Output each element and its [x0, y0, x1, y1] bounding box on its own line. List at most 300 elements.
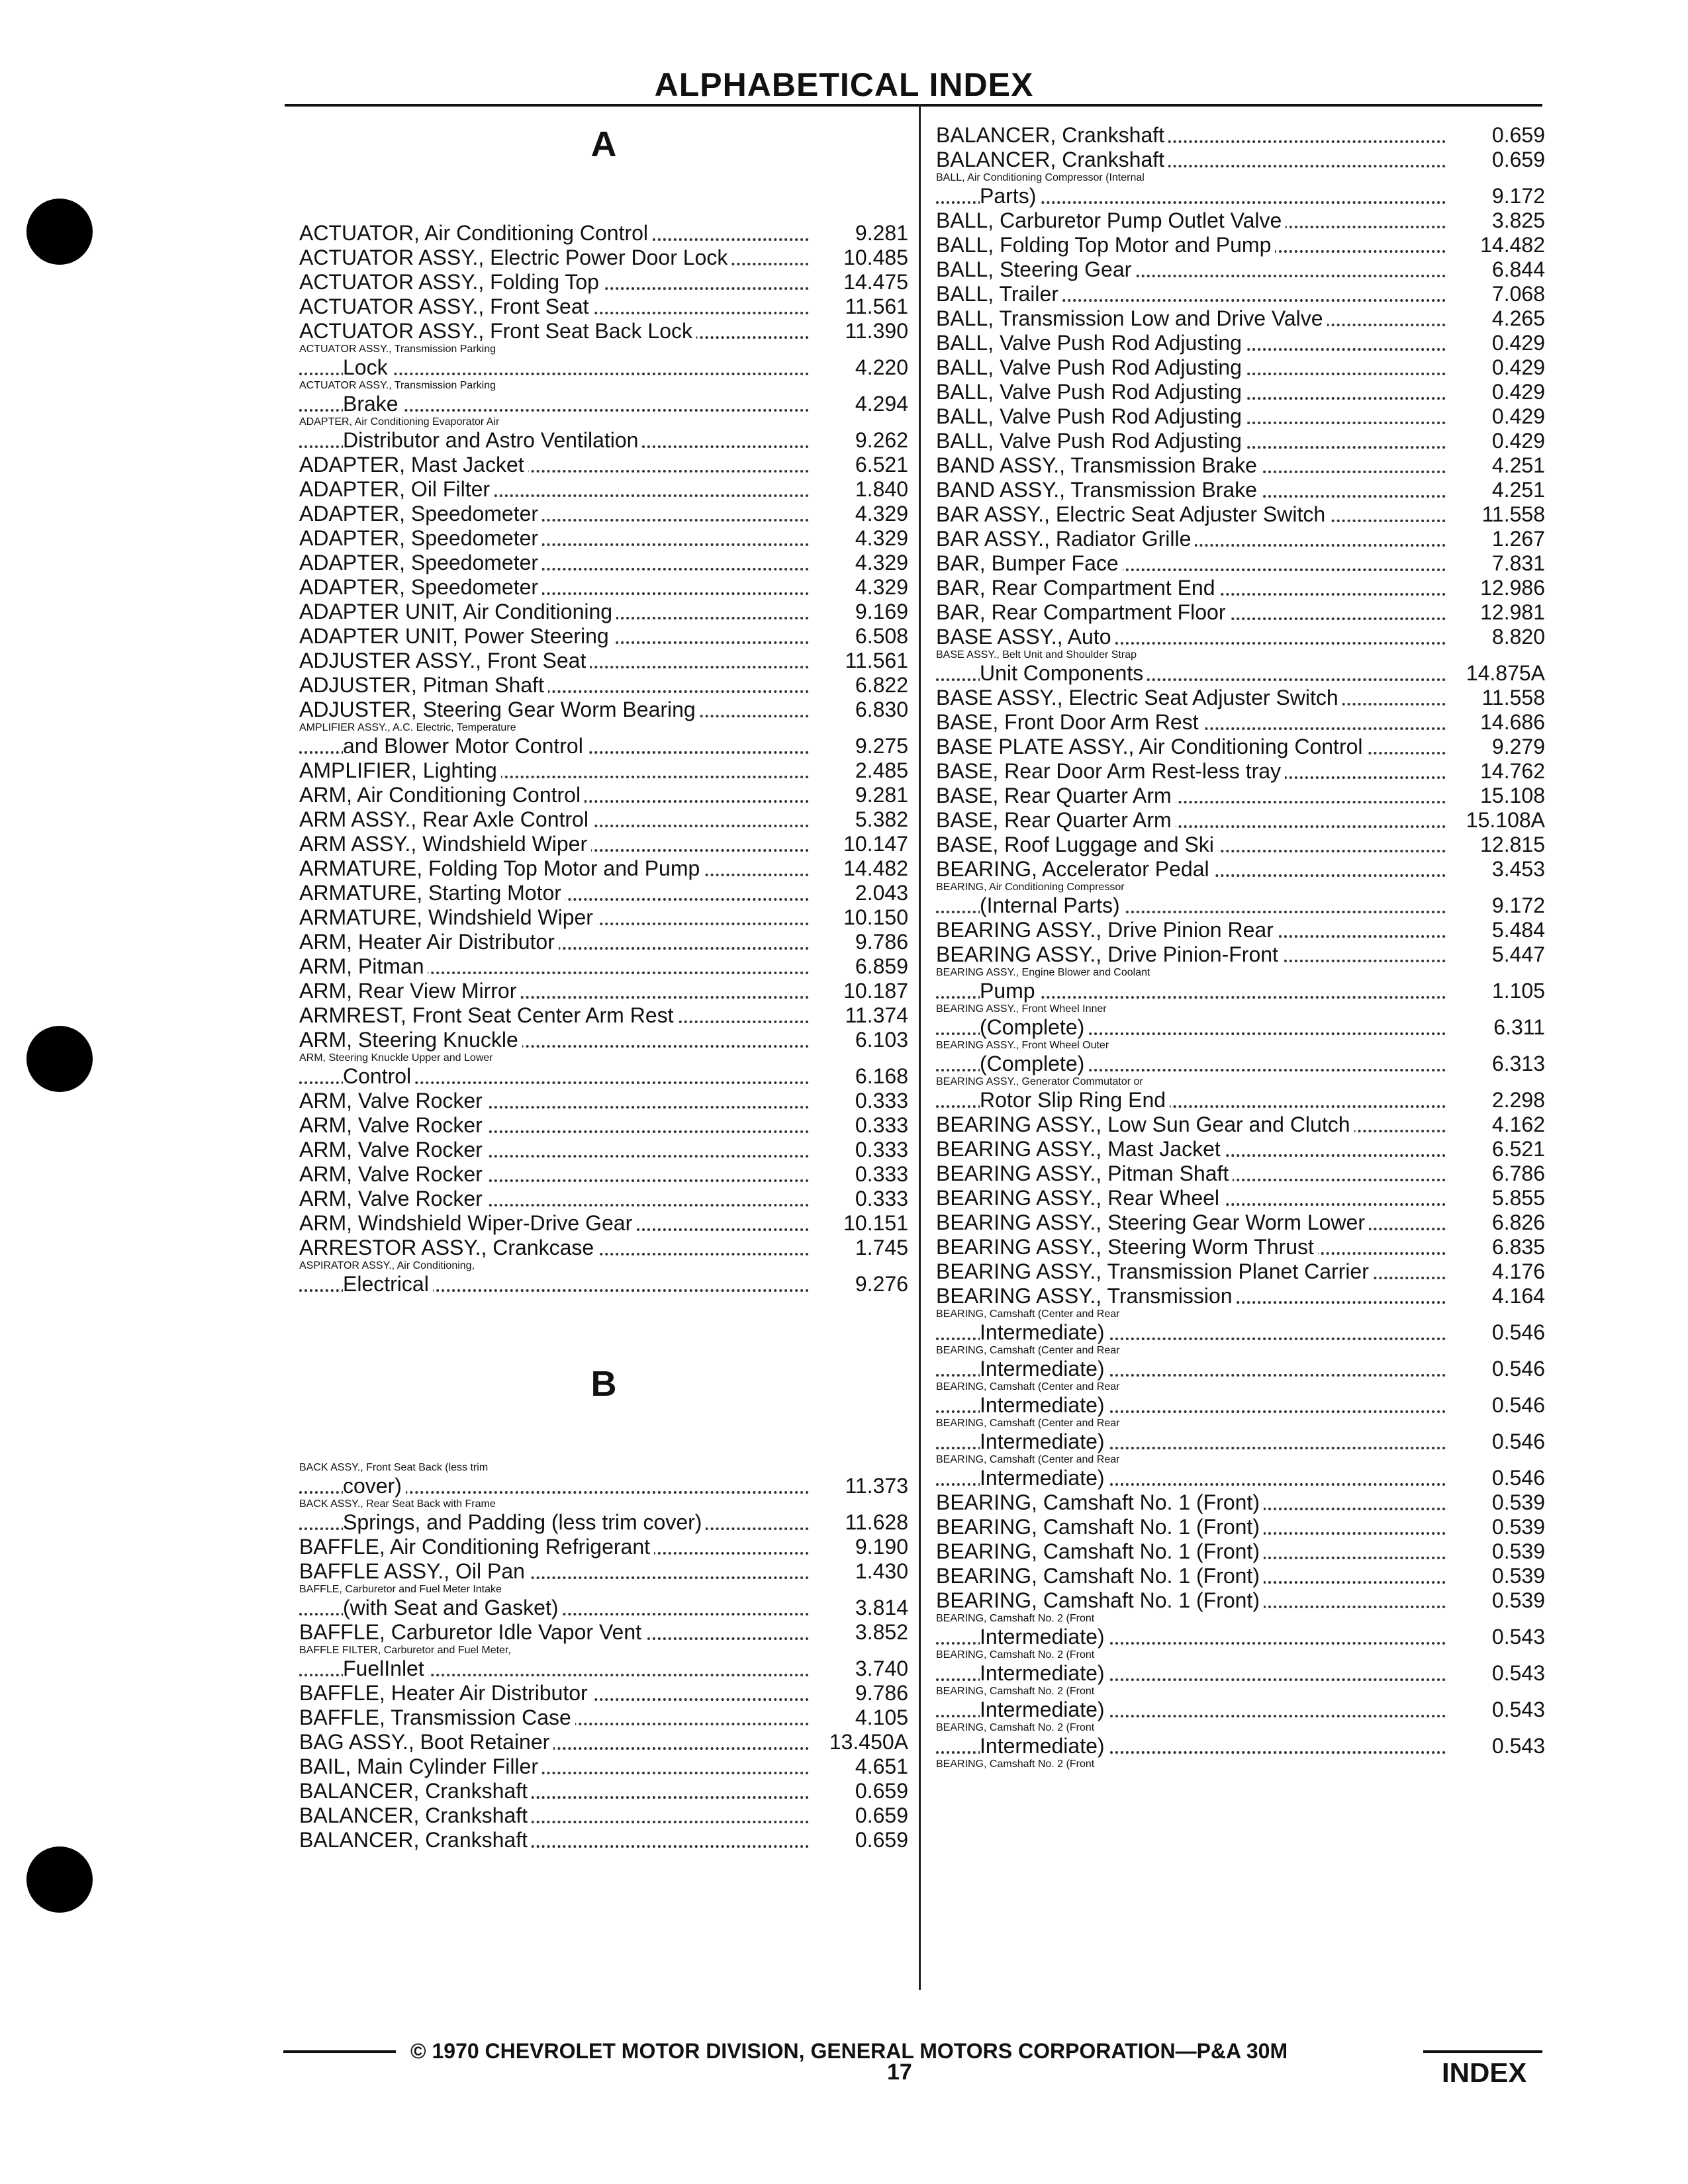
index-entry-text: Intermediate)	[980, 1661, 1109, 1685]
index-entry-text: ACTUATOR ASSY., Electric Power Door Lock	[299, 246, 731, 269]
index-page-ref: 9.172	[1491, 893, 1545, 917]
index-entry-text: BAR ASSY., Radiator Grille	[936, 527, 1195, 551]
index-entry-text: ADAPTER, Speedometer	[299, 551, 542, 574]
index-entry	[936, 527, 1545, 551]
index-entry-text: ADAPTER, Speedometer	[299, 575, 542, 599]
index-entry	[936, 857, 1545, 882]
index-entry	[936, 233, 1545, 257]
index-page-ref: 9.281	[855, 221, 908, 245]
index-entry	[299, 1138, 908, 1162]
index-entry-text: Unit Components	[980, 661, 1147, 685]
index-entry-text: BAFFLE, Transmission Case	[299, 1706, 575, 1729]
index-entry	[936, 967, 1545, 1003]
index-page-ref: 0.659	[855, 1803, 908, 1827]
index-entry-text: Intermediate)	[980, 1734, 1109, 1758]
index-page-ref: 10.151	[843, 1211, 908, 1235]
index-entry-text: BALL, Valve Push Rod Adjusting	[936, 429, 1246, 453]
index-entry	[936, 600, 1545, 625]
index-entry-text: BEARING, Camshaft No. 1 (Front)	[936, 1515, 1264, 1539]
index-page-ref: 13.450A	[829, 1730, 908, 1754]
index-page-ref: 10.150	[843, 905, 908, 929]
index-entry-text: Parts)	[980, 184, 1040, 208]
index-page-ref: 15.108	[1480, 784, 1545, 807]
index-entry-text: ARM ASSY., Rear Axle Control	[299, 807, 592, 831]
index-entry	[299, 1187, 908, 1211]
index-page-ref: 0.333	[855, 1138, 908, 1161]
index-entry-heading: BEARING ASSY., Generator Commutator or	[936, 1076, 1143, 1087]
index-page-ref: 4.164	[1491, 1284, 1545, 1308]
index-entry-text: BAND ASSY., Transmission Brake	[936, 478, 1261, 502]
index-entry	[936, 1539, 1545, 1564]
index-entry-text: BAR, Bumper Face	[936, 551, 1123, 575]
index-page-ref: 0.333	[855, 1187, 908, 1210]
index-entry-text: BEARING ASSY., Low Sun Gear and Clutch	[936, 1113, 1354, 1136]
index-entry-text: ACTUATOR, Air Conditioning Control	[299, 221, 652, 245]
index-entry-text: BEARING, Accelerator Pedal	[936, 857, 1213, 881]
index-page-ref: 0.543	[1491, 1698, 1545, 1721]
index-entry-text: BALL, Trailer	[936, 282, 1062, 306]
index-entry-text: Intermediate)	[980, 1466, 1109, 1490]
index-page-ref: 4.251	[1491, 453, 1545, 477]
index-entry	[299, 905, 908, 930]
index-entry	[299, 575, 908, 600]
index-entry	[299, 649, 908, 673]
index-page-ref: 9.786	[855, 1681, 908, 1705]
index-entry-heading: BASE ASSY., Belt Unit and Shoulder Strap	[936, 649, 1137, 660]
index-entry	[299, 551, 908, 575]
index-entry-text: ARRESTOR ASSY., Crankcase	[299, 1236, 598, 1259]
index-page-ref: 10.147	[843, 832, 908, 856]
index-entry	[299, 624, 908, 649]
index-entry	[299, 1559, 908, 1584]
index-page-ref: 1.840	[855, 477, 908, 501]
index-entry	[299, 1498, 908, 1535]
index-list-right	[936, 123, 1545, 1770]
left-column	[299, 123, 908, 1852]
index-entry-text: BALANCER, Crankshaft	[299, 1779, 532, 1803]
index-entry	[299, 856, 908, 881]
index-entry-text: BALANCER, Crankshaft	[299, 1803, 532, 1827]
index-entry	[299, 477, 908, 502]
index-entry	[299, 1828, 908, 1852]
index-entry-text: BAFFLE ASSY., Oil Pan	[299, 1559, 529, 1583]
index-entry	[936, 1076, 1545, 1113]
index-entry-text: BEARING ASSY., Pitman Shaft	[936, 1161, 1233, 1185]
index-page-ref: 4.220	[855, 355, 908, 379]
index-entry	[936, 331, 1545, 355]
index-page-ref: 0.546	[1491, 1357, 1545, 1381]
index-page-ref: 4.651	[855, 1754, 908, 1778]
index-entry-text: BALL, Folding Top Motor and Pump	[936, 233, 1275, 257]
index-entry-heading: ASPIRATOR ASSY., Air Conditioning,	[299, 1260, 475, 1271]
index-entry-text: ARM, Valve Rocker	[299, 1162, 487, 1186]
index-entry-text: FuelInlet	[343, 1657, 428, 1680]
index-entry-text: ARMATURE, Folding Top Motor and Pump	[299, 856, 704, 880]
index-entry-text: ADAPTER, Speedometer	[299, 526, 542, 550]
index-entry	[299, 221, 908, 246]
index-entry	[299, 1162, 908, 1187]
index-entry	[299, 295, 908, 319]
index-page-ref: 0.539	[1491, 1490, 1545, 1514]
index-entry-heading: ARM, Steering Knuckle Upper and Lower	[299, 1052, 493, 1064]
index-entry	[936, 551, 1545, 576]
index-entry	[936, 380, 1545, 404]
index-entry-heading: BAFFLE FILTER, Carburetor and Fuel Meter,	[299, 1645, 511, 1656]
index-page-ref: 0.546	[1491, 1430, 1545, 1453]
index-entry-text: ARM, Rear View Mirror	[299, 979, 520, 1003]
index-page-ref: 0.543	[1491, 1661, 1545, 1685]
index-entry-text: BEARING ASSY., Mast Jacket	[936, 1137, 1225, 1161]
index-page-ref: 4.251	[1491, 478, 1545, 502]
index-page-ref: 6.103	[855, 1028, 908, 1052]
index-entry	[299, 1645, 908, 1681]
index-page-ref: 1.745	[855, 1236, 908, 1259]
index-entry-text: ARMREST, Front Seat Center Arm Rest	[299, 1003, 678, 1027]
index-entry-text: ARM, Steering Knuckle	[299, 1028, 522, 1052]
punch-hole-top	[26, 199, 93, 265]
index-entry	[299, 758, 908, 783]
index-page-ref: 0.546	[1491, 1466, 1545, 1490]
index-page-ref: 15.108A	[1466, 808, 1545, 832]
index-page-ref: 0.429	[1491, 355, 1545, 379]
index-entry-text: ARM, Valve Rocker	[299, 1089, 487, 1113]
index-entry	[936, 1381, 1545, 1418]
index-entry	[936, 833, 1545, 857]
index-entry-text: BASE PLATE ASSY., Air Conditioning Control	[936, 735, 1367, 758]
index-page-ref: 0.429	[1491, 380, 1545, 404]
index-entry	[936, 355, 1545, 380]
index-page-ref: 0.333	[855, 1089, 908, 1113]
index-list-a	[299, 221, 908, 1297]
index-page-ref: 14.482	[843, 856, 908, 880]
index-page-ref: 0.546	[1491, 1320, 1545, 1344]
index-page-ref: 6.168	[855, 1064, 908, 1088]
index-entry-text: BASE, Rear Quarter Arm	[936, 808, 1176, 832]
index-entry-text: BEARING ASSY., Rear Wheel	[936, 1186, 1223, 1210]
index-page-ref: 10.187	[843, 979, 908, 1003]
index-page-ref: 3.453	[1491, 857, 1545, 881]
index-page-ref: 0.543	[1491, 1734, 1545, 1758]
index-entry-heading: BEARING, Camshaft (Center and Rear	[936, 1454, 1120, 1465]
index-page-ref: 11.374	[845, 1003, 908, 1027]
index-entry	[299, 502, 908, 526]
index-entry-text: BEARING ASSY., Transmission Planet Carrier	[936, 1259, 1373, 1283]
index-page-ref: 0.333	[855, 1113, 908, 1137]
index-entry	[936, 306, 1545, 331]
index-page-ref: 14.762	[1480, 759, 1545, 783]
index-entry	[299, 1089, 908, 1113]
index-page-ref: 1.430	[855, 1559, 908, 1583]
index-entry-text: Electrical	[343, 1272, 433, 1296]
index-page-ref: 0.543	[1491, 1625, 1545, 1649]
index-entry-text: ARMATURE, Windshield Wiper	[299, 905, 597, 929]
index-page-ref: 3.852	[855, 1620, 908, 1644]
index-page-ref: 14.686	[1480, 710, 1545, 734]
index-entry	[299, 1730, 908, 1754]
index-entry	[299, 1754, 908, 1779]
index-entry-heading: ADAPTER, Air Conditioning Evaporator Air	[299, 416, 500, 428]
index-entry	[936, 576, 1545, 600]
index-entry-text: BAIL, Main Cylinder Filler	[299, 1754, 542, 1778]
index-entry-text: BASE, Rear Quarter Arm	[936, 784, 1176, 807]
index-entry-text: (Complete)	[980, 1015, 1088, 1039]
index-entry-text: ACTUATOR ASSY., Folding Top	[299, 270, 603, 294]
index-page-ref: 6.822	[855, 673, 908, 697]
index-entry	[936, 1686, 1545, 1722]
index-entry	[936, 1758, 1545, 1770]
index-page-ref: 11.558	[1481, 502, 1545, 526]
index-page-ref: 0.539	[1491, 1515, 1545, 1539]
index-entry	[936, 649, 1545, 686]
index-entry	[299, 832, 908, 856]
index-entry-text: BASE, Roof Luggage and Ski	[936, 833, 1218, 856]
index-page-ref: 9.276	[855, 1272, 908, 1296]
index-entry-text: BASE ASSY., Auto	[936, 625, 1115, 649]
index-entry	[936, 1161, 1545, 1186]
index-page-ref: 3.740	[855, 1657, 908, 1680]
index-entry	[299, 1803, 908, 1828]
index-entry	[936, 1490, 1545, 1515]
index-entry-text: Lock	[343, 355, 392, 379]
index-page-ref: 14.482	[1480, 233, 1545, 257]
index-entry	[299, 270, 908, 295]
index-entry-text: BASE, Front Door Arm Rest	[936, 710, 1203, 734]
index-entry	[936, 1515, 1545, 1539]
index-page-ref: 0.429	[1491, 429, 1545, 453]
index-entry	[936, 710, 1545, 735]
index-entry-heading: BEARING ASSY., Front Wheel Inner	[936, 1003, 1107, 1015]
index-entry-heading: BEARING, Camshaft (Center and Rear	[936, 1308, 1120, 1320]
index-page-ref: 6.844	[1491, 257, 1545, 281]
index-page-ref: 9.169	[855, 600, 908, 623]
index-page-ref: 0.659	[855, 1779, 908, 1803]
index-entry	[299, 1681, 908, 1706]
index-entry-text: BEARING ASSY., Steering Gear Worm Lower	[936, 1210, 1369, 1234]
punch-hole-middle	[26, 1026, 93, 1092]
index-entry-text: BALANCER, Crankshaft	[936, 148, 1168, 171]
footer-rule-left	[283, 2050, 396, 2053]
index-entry-text: and Blower Motor Control	[343, 734, 587, 758]
index-page-ref: 4.329	[855, 502, 908, 525]
index-entry-text: BAR ASSY., Electric Seat Adjuster Switch	[936, 502, 1329, 526]
index-entry-text: BAFFLE, Carburetor Idle Vapor Vent	[299, 1620, 645, 1644]
index-page-ref: 14.475	[843, 270, 908, 294]
index-entry-text: ACTUATOR ASSY., Front Seat	[299, 295, 593, 318]
index-entry	[299, 1535, 908, 1559]
index-entry	[936, 1003, 1545, 1040]
index-page-ref: 2.043	[855, 881, 908, 905]
index-entry-heading: BAFFLE, Carburetor and Fuel Meter Intake	[299, 1584, 502, 1595]
index-entry	[936, 1113, 1545, 1137]
index-entry-heading: BEARING, Camshaft No. 2 (Front	[936, 1613, 1095, 1624]
punch-hole-bottom	[26, 1846, 93, 1913]
index-entry	[936, 1040, 1545, 1076]
index-page-ref: 5.855	[1491, 1186, 1545, 1210]
index-entry-text: ADAPTER UNIT, Air Conditioning	[299, 600, 616, 623]
index-entry-text: Control	[343, 1064, 415, 1088]
index-page-ref: 0.539	[1491, 1588, 1545, 1612]
index-page-ref: 11.561	[845, 649, 908, 672]
index-page-ref: 6.311	[1493, 1015, 1545, 1039]
index-entry	[299, 1706, 908, 1730]
index-entry-heading: BALL, Air Conditioning Compressor (Internal	[936, 172, 1145, 183]
index-entry-text: Intermediate)	[980, 1393, 1109, 1417]
index-entry-text: BEARING, Camshaft No. 1 (Front)	[936, 1539, 1264, 1563]
index-entry-text: BALL, Valve Push Rod Adjusting	[936, 331, 1246, 355]
index-entry	[936, 478, 1545, 502]
index-page-ref: 0.539	[1491, 1539, 1545, 1563]
index-entry-text: ADAPTER, Oil Filter	[299, 477, 494, 501]
index-entry-text: BASE, Rear Door Arm Rest-less tray	[936, 759, 1285, 783]
index-entry	[299, 1260, 908, 1297]
index-page-ref: 8.820	[1491, 625, 1545, 649]
index-entry-text: Intermediate)	[980, 1625, 1109, 1649]
index-entry-text: BEARING, Camshaft No. 1 (Front)	[936, 1490, 1264, 1514]
index-entry-text: BALL, Transmission Low and Drive Valve	[936, 306, 1327, 330]
index-entry	[936, 1722, 1545, 1758]
index-entry-text: BAFFLE, Heater Air Distributor	[299, 1681, 592, 1705]
section-heading-b: B	[590, 1364, 617, 1404]
index-page-ref: 0.659	[1491, 123, 1545, 147]
index-entry-text: BALL, Valve Push Rod Adjusting	[936, 404, 1246, 428]
index-entry	[936, 1418, 1545, 1454]
index-entry	[936, 502, 1545, 527]
index-entry	[936, 429, 1545, 453]
index-page-ref: 11.373	[845, 1474, 908, 1498]
index-entry-heading: AMPLIFIER ASSY., A.C. Electric, Temperature	[299, 722, 516, 733]
index-entry-heading: BEARING, Camshaft No. 2 (Front	[936, 1722, 1095, 1733]
index-entry	[936, 625, 1545, 649]
index-entry	[936, 1137, 1545, 1161]
index-entry	[299, 1003, 908, 1028]
index-page-ref: 0.659	[855, 1828, 908, 1852]
index-entry	[936, 1588, 1545, 1613]
index-entry	[936, 123, 1545, 148]
index-page-ref: 6.826	[1491, 1210, 1545, 1234]
index-entry-text: ADAPTER, Speedometer	[299, 502, 542, 525]
index-page-ref: 3.825	[1491, 208, 1545, 232]
index-page-ref: 11.558	[1481, 686, 1545, 709]
index-page-ref: 0.333	[855, 1162, 908, 1186]
index-entry-text: ADAPTER UNIT, Power Steering	[299, 624, 613, 648]
index-entry	[936, 882, 1545, 918]
index-entry-heading: BEARING, Camshaft (Center and Rear	[936, 1381, 1120, 1392]
index-entry	[936, 257, 1545, 282]
index-entry-heading: BEARING, Camshaft (Center and Rear	[936, 1345, 1120, 1356]
index-entry-text: BAG ASSY., Boot Retainer	[299, 1730, 553, 1754]
index-page-ref: 12.981	[1480, 600, 1545, 624]
index-page-ref: 4.105	[855, 1706, 908, 1729]
index-page-ref: 12.986	[1480, 576, 1545, 600]
index-entry	[936, 1259, 1545, 1284]
index-page-ref: 11.390	[845, 319, 908, 343]
index-entry-heading: BEARING ASSY., Front Wheel Outer	[936, 1040, 1109, 1051]
index-entry-text: BAR, Rear Compartment Floor	[936, 600, 1229, 624]
index-entry	[299, 343, 908, 380]
index-entry-text: cover)	[343, 1474, 406, 1498]
index-entry	[936, 404, 1545, 429]
index-entry	[936, 1649, 1545, 1686]
index-page-ref: 2.298	[1491, 1088, 1545, 1112]
index-page-ref: 14.875A	[1466, 661, 1545, 685]
index-entry-text: BEARING ASSY., Drive Pinion Rear	[936, 918, 1278, 942]
index-entry	[299, 881, 908, 905]
index-page-ref: 4.294	[855, 392, 908, 416]
index-entry	[299, 1052, 908, 1089]
index-entry	[299, 722, 908, 758]
index-page-ref: 4.162	[1491, 1113, 1545, 1136]
index-entry-text: ARMATURE, Starting Motor	[299, 881, 565, 905]
index-entry	[299, 380, 908, 416]
index-entry-heading: BEARING, Camshaft No. 2 (Front	[936, 1649, 1095, 1661]
index-entry-heading: ACTUATOR ASSY., Transmission Parking	[299, 380, 496, 391]
index-entry-text: Pump	[980, 979, 1039, 1003]
index-entry	[299, 526, 908, 551]
index-page-ref: 7.831	[1491, 551, 1545, 575]
index-entry	[936, 808, 1545, 833]
index-entry-text: BALL, Carburetor Pump Outlet Valve	[936, 208, 1286, 232]
index-entry-text: ARM, Valve Rocker	[299, 1113, 487, 1137]
index-entry-text: ARM, Pitman	[299, 954, 428, 978]
index-entry	[936, 759, 1545, 784]
index-page-ref: 4.329	[855, 526, 908, 550]
index-entry	[936, 1210, 1545, 1235]
index-entry	[936, 1308, 1545, 1345]
right-column	[936, 123, 1545, 1770]
index-entry	[299, 246, 908, 270]
index-page-ref: 6.859	[855, 954, 908, 978]
index-page-ref: 5.447	[1491, 942, 1545, 966]
index-entry-heading: ACTUATOR ASSY., Transmission Parking	[299, 343, 496, 355]
index-entry-text: BAR, Rear Compartment End	[936, 576, 1219, 600]
index-entry-heading: BEARING ASSY., Engine Blower and Coolant	[936, 967, 1150, 978]
index-page-ref: 9.262	[855, 428, 908, 452]
column-divider	[919, 104, 921, 1990]
index-entry-text: BEARING ASSY., Steering Worm Thrust	[936, 1235, 1318, 1259]
index-page-ref: 6.521	[1491, 1137, 1545, 1161]
index-entry	[299, 698, 908, 722]
index-entry-text: (Complete)	[980, 1052, 1088, 1075]
index-entry-text: BEARING ASSY., Drive Pinion-Front	[936, 942, 1282, 966]
section-label: INDEX	[1442, 2057, 1527, 2088]
index-page-ref: 9.172	[1491, 184, 1545, 208]
index-page-ref: 1.267	[1491, 527, 1545, 551]
index-entry	[299, 319, 908, 343]
index-entry-text: BEARING, Camshaft No. 1 (Front)	[936, 1564, 1264, 1588]
index-entry	[299, 673, 908, 698]
index-entry-text: Rotor Slip Ring End	[980, 1088, 1170, 1112]
index-entry-heading: BEARING, Camshaft No. 2 (Front	[936, 1686, 1095, 1697]
index-entry	[299, 954, 908, 979]
index-entry	[299, 1620, 908, 1645]
index-entry	[936, 148, 1545, 172]
index-entry-heading: BACK ASSY., Rear Seat Back with Frame	[299, 1498, 496, 1510]
index-entry	[936, 1235, 1545, 1259]
index-entry	[936, 735, 1545, 759]
index-entry-text: Springs, and Padding (less trim cover)	[343, 1510, 706, 1534]
index-entry	[936, 282, 1545, 306]
index-page-ref: 5.382	[855, 807, 908, 831]
index-page-ref: 0.429	[1491, 331, 1545, 355]
index-page-ref: 4.329	[855, 551, 908, 574]
page-title: ALPHABETICAL INDEX	[654, 66, 1034, 103]
index-page-ref: 4.265	[1491, 306, 1545, 330]
index-page-ref: 6.313	[1491, 1052, 1545, 1075]
index-entry-text: BAND ASSY., Transmission Brake	[936, 453, 1261, 477]
index-page-ref: 3.814	[855, 1596, 908, 1619]
index-page-ref: 4.176	[1491, 1259, 1545, 1283]
index-entry-text: (Internal Parts)	[980, 893, 1124, 917]
